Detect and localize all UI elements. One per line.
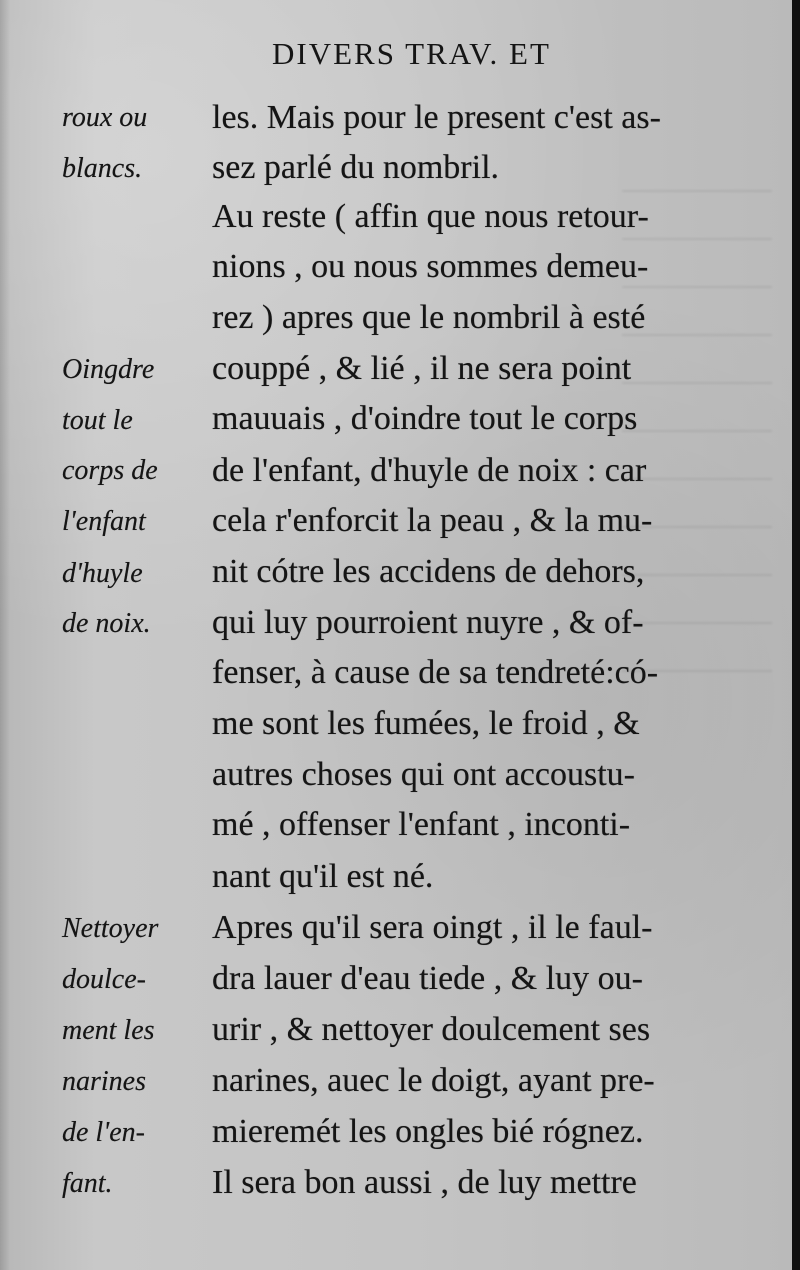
main-text-line: mauuais , d'oindre tout le corps [212, 400, 638, 437]
main-text-line: dra lauer d'eau tiede , & luy ou- [212, 960, 643, 997]
main-text-line: mé , offenser l'enfant , inconti- [212, 806, 631, 843]
margin-note-line: tout le [62, 405, 133, 436]
main-text-line: mieremét les ongles bié rógnez. [212, 1113, 644, 1150]
main-text-line: nit cótre les accidens de dehors, [212, 553, 645, 590]
margin-note-line: de l'en- [62, 1117, 145, 1148]
main-text-line: narines, auec le doigt, ayant pre- [212, 1062, 655, 1099]
margin-note-line: narines [62, 1066, 146, 1097]
main-text-line: qui luy pourroient nuyre , & of- [212, 604, 644, 641]
main-text-line: nions , ou nous sommes demeu- [212, 248, 649, 285]
margin-note-line: doulce- [62, 964, 146, 995]
margin-note-line: roux ou [62, 102, 148, 133]
main-text-line: sez parlé du nombril. [212, 149, 500, 186]
margin-note-line: l'enfant [62, 506, 146, 537]
main-text-line: nant qu'il est né. [212, 858, 434, 895]
main-text-line: Au reste ( affin que nous retour- [212, 198, 649, 235]
main-text-line: les. Mais pour le present c'est as- [212, 99, 661, 136]
main-text-line: rez ) apres que le nombril à esté [212, 299, 646, 336]
margin-note-line: Nettoyer [62, 913, 159, 944]
margin-note-line: Oingdre [62, 354, 155, 385]
main-text-line: fenser, à cause de sa tendreté:có- [212, 654, 659, 691]
main-text-line: Apres qu'il sera oingt , il le faul- [212, 909, 653, 946]
margin-note-line: de noix. [62, 608, 151, 639]
margin-note-line: corps de [62, 455, 158, 486]
main-text-line: me sont les fumées, le froid , & [212, 705, 640, 742]
margin-note-line: d'huyle [62, 558, 143, 589]
main-text-line: autres choses qui ont accoustu- [212, 756, 635, 793]
main-text-line: cela r'enforcit la peau , & la mu- [212, 502, 653, 539]
running-header: DIVERS TRAV. ET [272, 36, 551, 71]
main-text-line: urir , & nettoyer doulcement ses [212, 1011, 651, 1048]
main-text-line: couppé , & lié , il ne sera point [212, 350, 632, 387]
margin-note-line: blancs. [62, 153, 143, 184]
main-text-line: de l'enfant, d'huyle de noix : car [212, 452, 647, 489]
margin-note-line: fant. [62, 1168, 113, 1199]
main-text-line: Il sera bon aussi , de luy mettre [212, 1164, 637, 1201]
margin-note-line: ment les [62, 1015, 155, 1046]
